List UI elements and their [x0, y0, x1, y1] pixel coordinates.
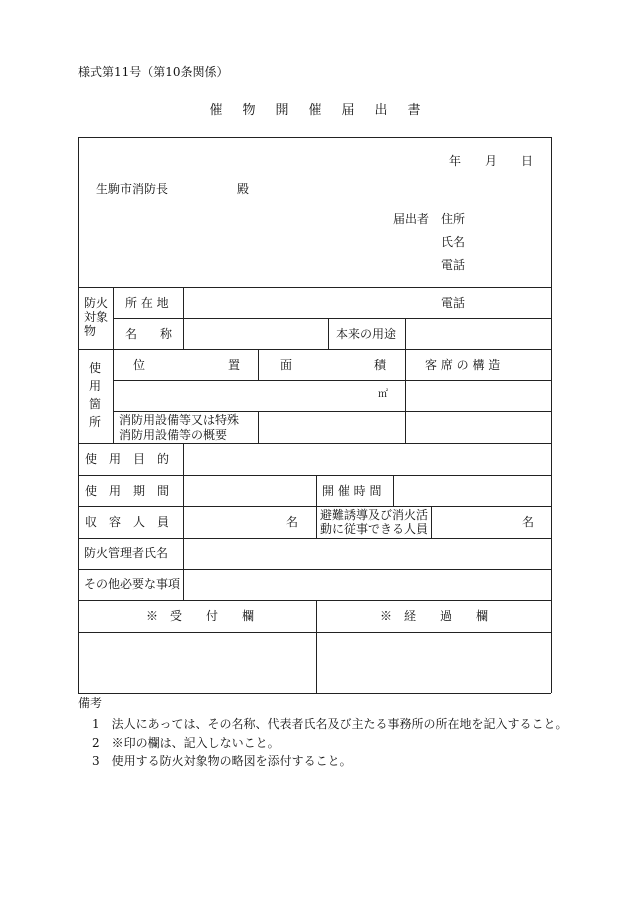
- applicant-label: 届出者: [393, 212, 430, 226]
- object-name-label-a: 名: [125, 327, 138, 341]
- form-number: 様式第11号（第10条関係）: [78, 65, 229, 79]
- rule-v-usage-b: [258, 411, 259, 443]
- rule-h10: [78, 569, 551, 570]
- object-group-label-3: 物: [84, 324, 97, 338]
- equipment-label-line1: 消防用設備等又は特殊: [119, 413, 240, 427]
- object-group-label-2: 対象: [84, 310, 109, 324]
- evacuation-label-line2: 動に従事できる人員: [320, 522, 429, 536]
- purpose-label: 使 用 目 的: [85, 452, 170, 466]
- border-top: [78, 137, 551, 138]
- rule-h8: [78, 506, 551, 507]
- area-label-a: 面: [280, 358, 293, 372]
- object-group-label-1: 防火: [84, 296, 109, 310]
- addressee: 生駒市消防長: [96, 182, 169, 196]
- rule-v-use-left: [328, 318, 329, 349]
- rule-h9: [78, 538, 551, 539]
- rule-v-purpose: [183, 443, 184, 475]
- location-label: 所 在 地: [125, 296, 169, 310]
- rule-h12: [78, 632, 551, 633]
- usage-group-label-1: 使: [89, 361, 102, 375]
- honorific: 殿: [237, 182, 250, 196]
- rule-v-period-a: [183, 475, 184, 506]
- other-matters-label: その他必要な事項: [84, 577, 181, 591]
- usage-group-label-2: 用: [89, 379, 102, 393]
- progress-column-label: ※ 経 過 欄: [380, 609, 489, 623]
- rule-v-usage-c: [405, 349, 406, 443]
- manager-label: 防火管理者氏名: [84, 546, 169, 560]
- rule-v-usage-a: [258, 349, 259, 380]
- period-label: 使 用 期 間: [85, 484, 170, 498]
- date-line: 年 月 日: [448, 154, 533, 168]
- border-right: [551, 137, 552, 693]
- note-item-1: 1 法人にあっては、その名称、代表者氏名及び主たる事務所の所在地を記入すること。: [92, 717, 568, 731]
- evacuation-label-line1: 避難誘導及び消火活: [320, 508, 429, 522]
- area-unit: ㎡: [378, 389, 388, 400]
- name-label: 氏名: [441, 235, 466, 249]
- rule-h11: [78, 600, 551, 601]
- border-bottom: [78, 693, 551, 694]
- area-label-b: 積: [374, 358, 387, 372]
- note-item-3: 3 使用する防火対象物の略図を添付すること。: [92, 754, 352, 768]
- rule-v-manager: [183, 538, 184, 600]
- original-use-label: 本来の用途: [336, 327, 397, 341]
- phone-label: 電話: [441, 258, 466, 272]
- rule-v-capacity-c: [431, 506, 432, 538]
- usage-group-label-4: 所: [89, 415, 102, 429]
- rule-h1: [78, 287, 551, 288]
- address-label: 住所: [441, 212, 466, 226]
- capacity-label: 収 容 人 員: [85, 515, 170, 529]
- border-left: [78, 137, 79, 693]
- position-label-a: 位: [133, 358, 146, 372]
- reception-column-label: ※ 受 付 欄: [146, 609, 255, 623]
- hours-label: 開 催 時 間: [322, 484, 382, 498]
- rule-h7: [78, 475, 551, 476]
- equipment-label-line2: 消防用設備等の概要: [119, 428, 228, 442]
- evacuation-unit: 名: [522, 515, 535, 529]
- rule-v-capacity-b: [316, 506, 317, 538]
- rule-h4: [113, 380, 551, 381]
- object-name-label-b: 称: [160, 327, 173, 341]
- object-phone-label: 電話: [441, 296, 466, 310]
- rule-h3: [78, 349, 551, 350]
- rule-v-period-b: [316, 475, 317, 506]
- form-title: 催物開催届出書: [209, 103, 441, 118]
- usage-group-label-3: 箇: [89, 397, 102, 411]
- rule-v-use-right: [405, 318, 406, 349]
- capacity-unit: 名: [286, 515, 299, 529]
- rule-h6: [78, 443, 551, 444]
- seating-structure-label: 客 席 の 構 造: [425, 358, 501, 372]
- notes-title: 備考: [78, 696, 103, 710]
- rule-v-period-c: [393, 475, 394, 506]
- rule-h5: [113, 411, 551, 412]
- rule-v-object-label: [183, 287, 184, 349]
- rule-v-group: [113, 287, 114, 443]
- note-item-2: 2 ※印の欄は、記入しないこと。: [92, 736, 280, 750]
- rule-v-footer: [316, 600, 317, 693]
- position-label-b: 置: [228, 358, 241, 372]
- rule-v-capacity-a: [183, 506, 184, 538]
- rule-h2: [113, 318, 551, 319]
